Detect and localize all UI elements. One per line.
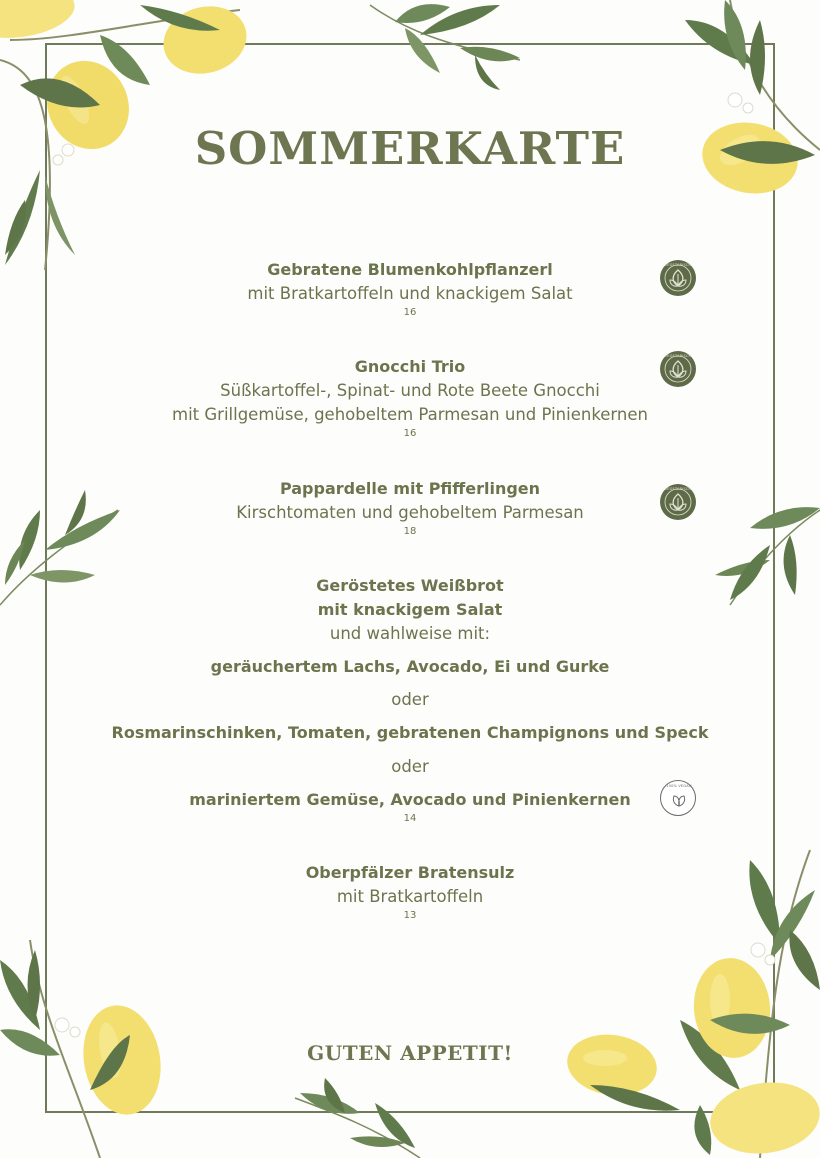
- leaf-icon: [660, 260, 696, 296]
- leaf-icon: [661, 781, 697, 817]
- dish-option: Rosmarinschinken, Tomaten, gebratenen Champignons und Speck: [111, 723, 709, 742]
- dish-price: 13: [403, 910, 417, 921]
- dish-gnocchi-trio: [0, 355, 820, 441]
- dish-name: Gebratene Blumenkohlpflanzerl: [267, 260, 553, 279]
- vegetarian-badge: [660, 351, 696, 387]
- dish-name-line: Geröstetes Weißbrot: [316, 576, 504, 595]
- dish-price: 16: [403, 307, 417, 318]
- dish-name: Gnocchi Trio: [354, 357, 466, 376]
- dish-option: mariniertem Gemüse, Avocado und Pinienkernen: [189, 790, 631, 809]
- dish-price: 16: [403, 428, 417, 439]
- lemon-branch-top-right: [660, 0, 820, 220]
- vegetarian-badge: [660, 484, 696, 520]
- option-separator: oder: [391, 690, 429, 709]
- badge-label: VEGETARISCH: [664, 354, 692, 358]
- menu-title: SOMMERKARTE: [194, 122, 626, 175]
- dish-weissbrot: [0, 574, 820, 826]
- option-separator: oder: [391, 757, 429, 776]
- vegetarian-badge: [660, 260, 696, 296]
- dish-description: Kirschtomaten und gehobeltem Parmesan: [236, 503, 584, 522]
- badge-label: VEGETARISCH: [664, 487, 692, 491]
- badge-label: 100% VEGAN: [666, 784, 692, 788]
- leaf-icon: [660, 351, 696, 387]
- dish-price: 18: [403, 526, 417, 537]
- dish-description: mit Bratkartoffeln und knackigem Salat: [247, 284, 573, 303]
- dish-description: und wahlweise mit:: [329, 624, 491, 643]
- leaf-branch-bottom-center: [295, 1068, 425, 1158]
- dish-description-line: mit Grillgemüse, gehobeltem Parmesan und Pinienkernen: [172, 405, 648, 424]
- leaf-branch-top-center: [365, 0, 535, 95]
- leaf-icon: [660, 484, 696, 520]
- dish-description: mit Bratkartoffeln: [336, 887, 484, 906]
- badge-label: VEGETARISCH: [664, 263, 692, 267]
- dish-name-line: mit knackigem Salat: [317, 600, 503, 619]
- footer-greeting: GUTEN APPETIT!: [307, 1041, 513, 1065]
- dish-price: 14: [403, 813, 417, 824]
- vegan-badge: [660, 780, 696, 816]
- dish-pappardelle: [0, 477, 820, 539]
- dish-bratensulz: [0, 861, 820, 923]
- dish-name: Pappardelle mit Pfifferlingen: [279, 479, 541, 498]
- dish-name: Oberpfälzer Bratensulz: [305, 863, 515, 882]
- dish-option: geräuchertem Lachs, Avocado, Ei und Gurke: [210, 657, 610, 676]
- dish-blumenkohlpflanzerl: [0, 258, 820, 320]
- dish-description-line: Süßkartoffel-, Spinat- und Rote Beete Gnocchi: [220, 381, 600, 400]
